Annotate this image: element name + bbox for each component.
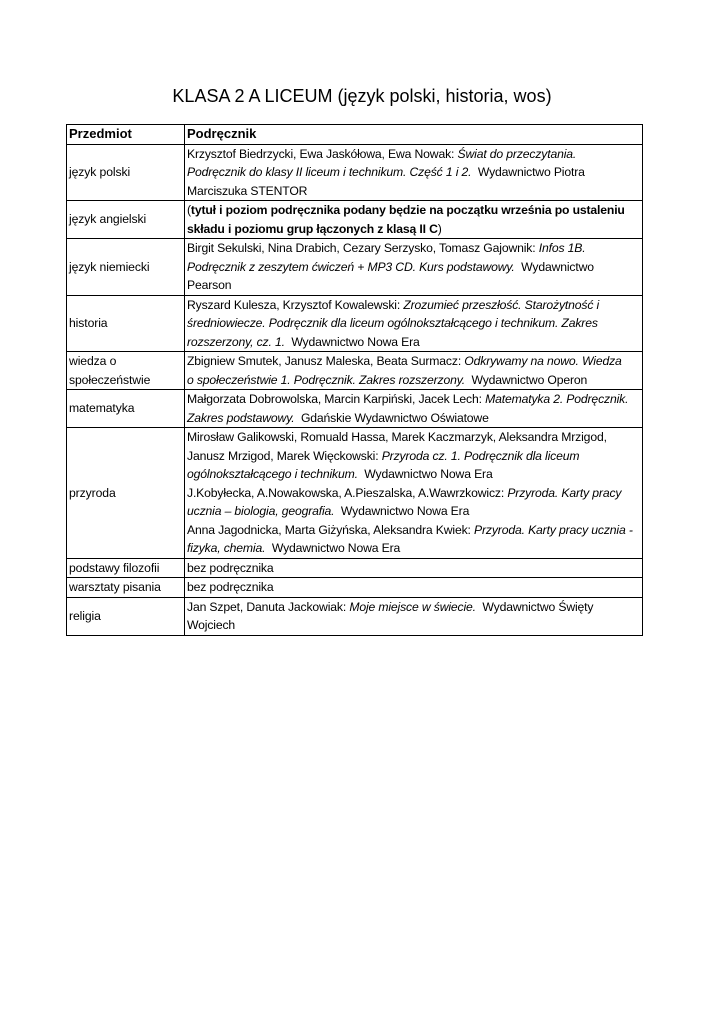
textbook-line	[187, 371, 640, 390]
textbook-line	[187, 484, 640, 503]
text-segment: ucznia – biologia, geografia.	[187, 504, 335, 518]
textbook-line	[187, 521, 640, 540]
textbook-cell	[185, 597, 643, 635]
table-row	[67, 201, 643, 239]
text-segment: Wydawnictwo Nowa Era	[334, 504, 470, 518]
textbook-line	[187, 447, 640, 466]
text-segment: Wojciech	[187, 618, 236, 632]
textbook-line	[187, 598, 640, 617]
textbook-cell	[185, 239, 643, 296]
text-segment: Wydawnictwo Operon	[464, 372, 588, 387]
textbook-cell	[185, 558, 643, 578]
textbook-line	[187, 390, 640, 409]
table-row	[67, 352, 643, 390]
text-segment: Zrozumieć przeszłość. Starożytność i	[403, 297, 600, 312]
text-segment: Podręcznik z zeszytem ćwiczeń + MP3 CD. Kurs podstawowy.	[187, 259, 515, 274]
header-textbook: Podręcznik	[185, 125, 643, 145]
text-segment: Pearson	[187, 278, 232, 292]
text-segment: Przyroda. Karty pracy	[507, 485, 622, 500]
subject-cell: język polski	[67, 144, 185, 201]
text-segment: Zakres podstawowy.	[187, 410, 295, 425]
textbook-cell	[185, 201, 643, 239]
header-subject: Przedmiot	[67, 125, 185, 145]
textbook-line	[187, 578, 640, 597]
table-body	[67, 144, 643, 635]
textbook-line	[187, 220, 640, 239]
textbook-cell	[185, 352, 643, 390]
textbook-line	[187, 428, 640, 447]
subject-cell: historia	[67, 295, 185, 352]
text-segment: bez podręcznika	[187, 560, 274, 575]
subject-cell: warsztaty pisania	[67, 578, 185, 598]
text-segment: J.Kobyłecka, A.Nowakowska, A.Pieszalska, A.Wawrzkowicz:	[187, 485, 508, 500]
table-row	[67, 558, 643, 578]
textbook-line	[187, 616, 640, 635]
table-row	[67, 295, 643, 352]
text-segment: Krzysztof Biedrzycki, Ewa Jaskółowa, Ewa Nowak:	[187, 146, 458, 161]
text-segment: Wydawnictwo Nowa Era	[357, 467, 493, 481]
text-segment: Wydawnictwo Nowa Era	[265, 541, 401, 555]
text-segment: Małgorzata Dobrowolska, Marcin Karpiński, Jacek Lech:	[187, 392, 486, 406]
textbook-line	[187, 163, 640, 182]
text-segment: Mirosław Galikowski, Romuald Hassa, Marek Kaczmarzyk, Aleksandra Mrzigod,	[187, 430, 607, 444]
subject-cell: język angielski	[67, 201, 185, 239]
text-segment: ogólnokształcącego i technikum.	[187, 467, 358, 481]
text-segment: Odkrywamy na nowo. Wiedza	[464, 354, 622, 368]
text-segment: Świat do przeczytania.	[457, 146, 577, 161]
subject-cell: język niemiecki	[67, 239, 185, 296]
text-segment: składu i poziomu grup łączonych z klasą II C	[187, 221, 438, 236]
table-row	[67, 144, 643, 201]
textbook-line	[187, 201, 640, 220]
text-segment: o społeczeństwie 1. Podręcznik. Zakres rozszerzony.	[187, 372, 465, 387]
textbook-table	[66, 124, 643, 636]
text-segment: rozszerzony, cz. 1.	[187, 334, 285, 349]
textbook-line	[187, 559, 640, 578]
page-title: KLASA 2 A LICEUM (język polski, historia, wos)	[172, 86, 552, 106]
text-segment: Wydawnictwo Święty	[475, 599, 594, 614]
text-segment: Birgit Sekulski, Nina Drabich, Cezary Serzysko, Tomasz Gajownik:	[187, 241, 539, 255]
subject-cell: religia	[67, 597, 185, 635]
subject-line: wiedza o	[69, 354, 117, 368]
textbook-line	[187, 352, 640, 371]
text-segment: Janusz Mrzigod, Marek Więckowski:	[187, 448, 382, 463]
subject-cell: matematyka	[67, 390, 185, 428]
text-segment: Ryszard Kulesza, Krzysztof Kowalewski:	[187, 297, 404, 312]
text-segment: Moje miejsce w świecie.	[349, 599, 476, 614]
textbook-line	[187, 465, 640, 484]
textbook-line	[187, 276, 640, 295]
text-segment: Zbigniew Smutek, Janusz Maleska, Beata Surmacz:	[187, 354, 465, 368]
textbook-line	[187, 145, 640, 164]
textbook-line	[187, 409, 640, 428]
text-segment: Infos 1B.	[538, 241, 586, 255]
textbook-line	[187, 502, 640, 521]
text-segment: tytuł i poziom podręcznika podany będzie na początku września po ustaleniu	[190, 203, 625, 217]
text-segment: Marciszuka STENTOR	[187, 183, 308, 198]
text-segment: Jan Szpet, Danuta Jackowiak:	[187, 599, 350, 614]
textbook-cell	[185, 295, 643, 352]
text-segment: średniowiecze. Podręcznik dla liceum ogólnokształcącego i technikum. Zakres	[187, 316, 598, 330]
textbook-line	[187, 314, 640, 333]
text-segment: Podręcznik do klasy II liceum i technikum. Część 1 i 2.	[187, 165, 472, 179]
text-segment: Wydawnictwo Piotra	[471, 165, 585, 179]
textbook-line	[187, 258, 640, 277]
text-segment: Anna Jagodnicka, Marta Giżyńska, Aleksandra Kwiek:	[187, 522, 475, 537]
table-row	[67, 390, 643, 428]
textbook-cell	[185, 144, 643, 201]
text-segment: (	[187, 203, 191, 217]
text-segment: )	[437, 221, 442, 236]
textbook-line	[187, 296, 640, 315]
text-segment: bez podręcznika	[187, 580, 274, 594]
table-row	[67, 428, 643, 559]
text-segment: fizyka, chemia.	[187, 541, 266, 555]
text-segment: Gdańskie Wydawnictwo Oświatowe	[294, 410, 489, 425]
textbook-cell	[185, 390, 643, 428]
text-segment: Przyroda. Karty pracy ucznia -	[474, 522, 633, 537]
table-row	[67, 597, 643, 635]
table-row	[67, 578, 643, 598]
text-segment: Wydawnictwo Nowa Era	[284, 334, 420, 349]
subject-line: społeczeństwie	[69, 372, 151, 387]
textbook-line	[187, 333, 640, 352]
textbook-line	[187, 539, 640, 558]
text-segment: Wydawnictwo	[514, 259, 594, 274]
subject-cell: przyroda	[67, 428, 185, 559]
table-row	[67, 239, 643, 296]
textbook-cell	[185, 578, 643, 598]
textbook-line	[187, 182, 640, 201]
subject-cell: podstawy filozofii	[67, 558, 185, 578]
table-header-row	[67, 125, 643, 145]
textbook-cell	[185, 428, 643, 559]
text-segment: Przyroda cz. 1. Podręcznik dla liceum	[381, 448, 580, 463]
textbook-line	[187, 239, 640, 258]
text-segment: Matematyka 2. Podręcznik.	[485, 392, 629, 406]
subject-cell	[67, 352, 185, 390]
